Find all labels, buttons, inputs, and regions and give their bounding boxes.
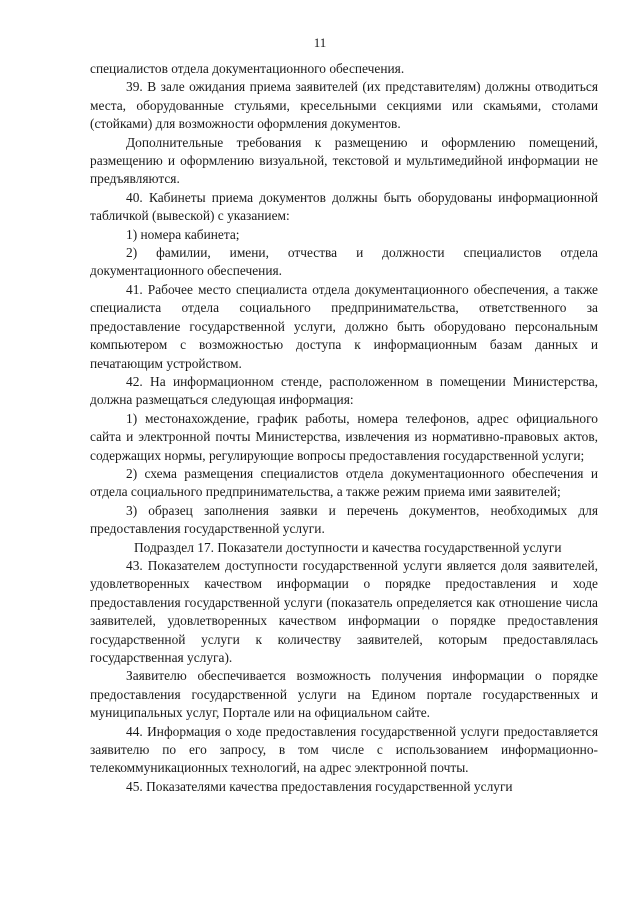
document-body bbox=[90, 60, 598, 796]
paragraph: 43. Показателем доступности государственной услуги является доля заявителей, удовлетворенных качеством информации о порядке предоставления и ходе предоставления государственной услуги (показатель определяется как отношение числа заявителей, удовлетворенных качеством информации о порядке предоставления государственной услуги к количеству заявителей, которым предоставлялась государственная услуга). bbox=[90, 557, 598, 665]
paragraph: 40. Кабинеты приема документов должны быть оборудованы информационной табличкой (вывеской) с указанием: bbox=[90, 189, 598, 224]
paragraph: 1) местонахождение, график работы, номера телефонов, адрес официального сайта и электронной почты Министерства, извлечения из нормативно-правовых актов, содержащих нормы, регулирующие вопросы предоставления государственной услуги; bbox=[90, 410, 598, 463]
page-number: 11 bbox=[313, 35, 327, 50]
paragraph: 41. Рабочее место специалиста отдела документационного обеспечения, а также специалиста отдела социального предпринимательства, ответственного за предоставление государственной услуги, должно быть оборудовано персональным компьютером с возможностью доступа к информационным базам данных и печатающим устройством. bbox=[90, 281, 598, 371]
paragraph: Дополнительные требования к размещению и оформлению помещений, размещению и оформлению визуальной, текстовой и мультимедийной информации не предъявляются. bbox=[90, 134, 598, 187]
paragraphs-top bbox=[90, 60, 598, 539]
paragraph: 44. Информация о ходе предоставления государственной услуги предоставляется заявителю по его запросу, в том числе с использованием информационно-телекоммуникационных технологий, на адрес электронной почты. bbox=[90, 723, 598, 776]
paragraph: 2) фамилии, имени, отчества и должности специалистов отдела документационного обеспечения. bbox=[90, 245, 598, 279]
paragraph: 45. Показателями качества предоставления государственной услуги bbox=[126, 778, 513, 794]
paragraph: 3) образец заполнения заявки и перечень документов, необходимых для предоставления государственной услуги. bbox=[90, 502, 598, 537]
paragraph: Заявителю обеспечивается возможность получения информации о порядке предоставления государственной услуги на Едином портале государственных и муниципальных услуг, Портале или на официальном сайте. bbox=[90, 668, 598, 721]
paragraphs-bottom bbox=[90, 557, 598, 796]
paragraph: специалистов отдела документационного обеспечения. bbox=[90, 61, 405, 76]
paragraph: 42. На информационном стенде, расположенном в помещении Министерства, должна размещаться следующая информация: bbox=[90, 373, 598, 408]
paragraph: 1) номера кабинета; bbox=[126, 226, 240, 242]
paragraph: 2) схема размещения специалистов отдела документационного обеспечения и отдела социального предпринимательства, а также режим приема ими заявителей; bbox=[90, 465, 598, 500]
section-heading: Подраздел 17. Показатели доступности и качества государственной услуги bbox=[134, 539, 562, 555]
paragraph: 39. В зале ожидания приема заявителей (их представителям) должны отводиться места, оборудованные стульями, кресельными секциями или скамьями, столами (стойками) для возможности оформления документов. bbox=[90, 79, 598, 132]
